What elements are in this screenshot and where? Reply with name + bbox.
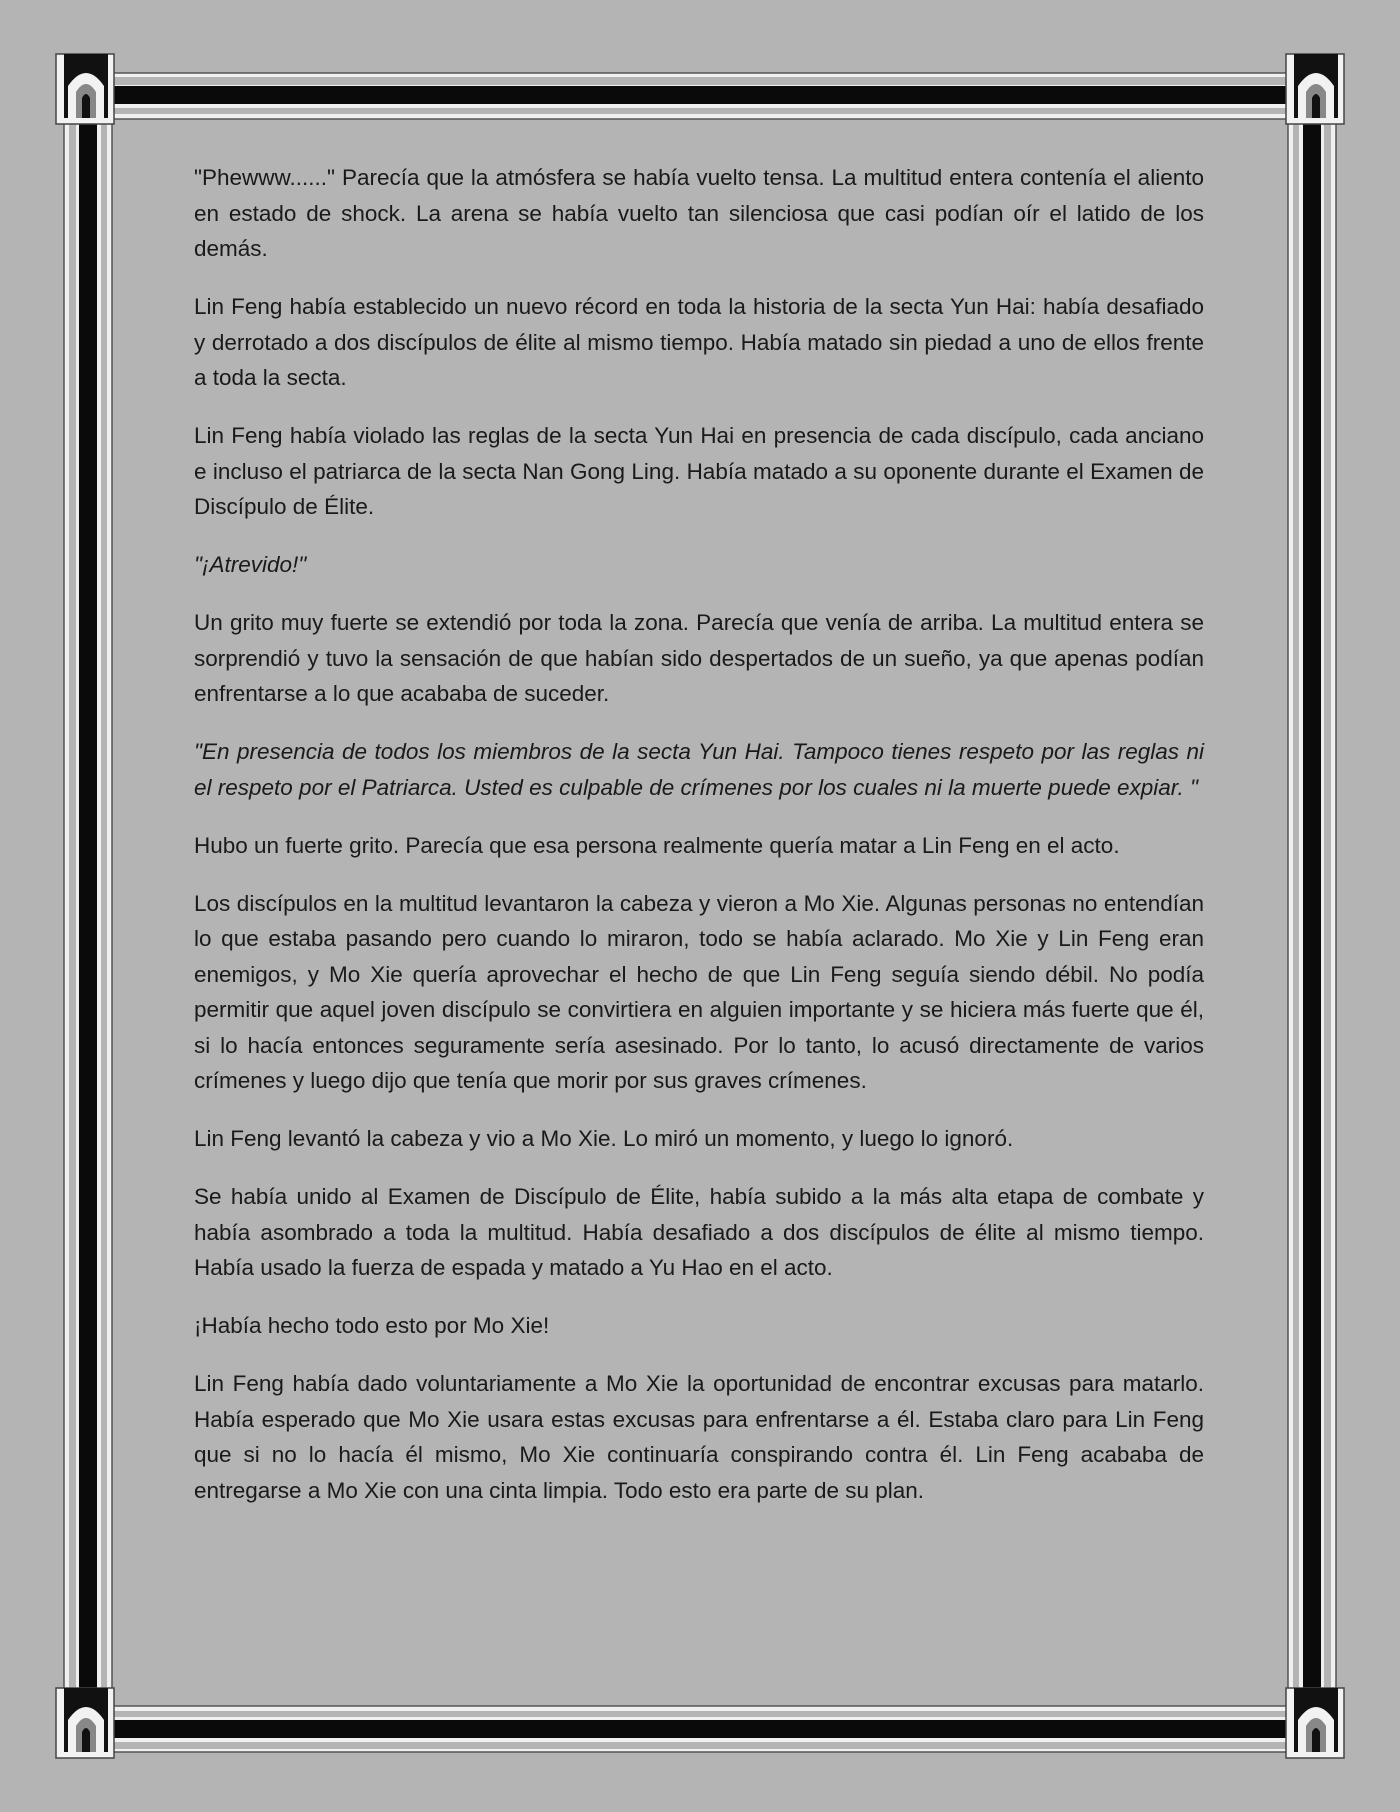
paragraph: Lin Feng había dado voluntariamente a Mo Xie la oportunidad de encontrar excusas para matarlo. Había esperado que Mo Xie usara estas excusas para enfrentarse a él. Estaba claro para Lin Feng que si no lo hacía él mismo, Mo Xie continuaría conspirando contra él. Lin Feng acababa de entregarse a Mo Xie con una cinta limpia. Todo esto era parte de su plan. (194, 1371, 1204, 1503)
paragraph: ¡Había hecho todo esto por Mo Xie! (194, 1313, 550, 1338)
paragraph: "En presencia de todos los miembros de la secta Yun Hai. Tampoco tienes respeto por las reglas ni el respeto por el Patriarca. Usted es culpable de crímenes por los cuales ni la muerte puede expiar. " (194, 739, 1204, 800)
paragraph: Un grito muy fuerte se extendió por toda la zona. Parecía que venía de arriba. La multitud entera se sorprendió y tuvo la sensación de que habían sido despertados de un sueño, ya que apenas podían enfrentarse a lo que acababa de suceder. (194, 610, 1204, 706)
paragraph: Hubo un fuerte grito. Parecía que esa persona realmente quería matar a Lin Feng en el acto. (194, 832, 1120, 858)
paragraph: "Phewww......" Parecía que la atmósfera se había vuelto tensa. La multitud entera contenía el aliento en estado de shock. La arena se había vuelto tan silenciosa que casi podían oír el latido de los demás. (194, 165, 1204, 261)
paragraph: Se había unido al Examen de Discípulo de Élite, había subido a la más alta etapa de combate y había asombrado a toda la multitud. Había desafiado a dos discípulos de élite al mismo tiempo. Había usado la fuerza de espada y matado a Yu Hao en el acto. (194, 1184, 1204, 1280)
paragraph: "¡Atrevido!" (194, 552, 307, 577)
paragraph: Los discípulos en la multitud levantaron la cabeza y vieron a Mo Xie. Algunas personas no entendían lo que estaba pasando pero cuando lo miraron, todo se había aclarado. Mo Xie y Lin Feng eran enemigos, y Mo Xie quería aprovechar el hecho de que Lin Feng seguía siendo débil. No podía permitir que aquel joven discípulo se convirtiera en alguien importante y se hiciera más fuerte que él, si lo hacía entonces seguramente sería asesinado. Por lo tanto, lo acusó directamente de varios crímenes y luego dijo que tenía que morir por sus graves crímenes. (194, 890, 1204, 1093)
paragraph: Lin Feng había establecido un nuevo récord en toda la historia de la secta Yun Hai: había desafiado y derrotado a dos discípulos de élite al mismo tiempo. Había matado sin piedad a uno de ellos frente a toda la secta. (194, 294, 1204, 390)
paragraph: Lin Feng había violado las reglas de la secta Yun Hai en presencia de cada discípulo, cada anciano e incluso el patriarca de la secta Nan Gong Ling. Había matado a su oponente durante el Examen de Discípulo de Élite. (194, 423, 1204, 519)
paragraph: Lin Feng levantó la cabeza y vio a Mo Xie. Lo miró un momento, y luego lo ignoró. (194, 1126, 1014, 1151)
document-body (194, 160, 1204, 1531)
